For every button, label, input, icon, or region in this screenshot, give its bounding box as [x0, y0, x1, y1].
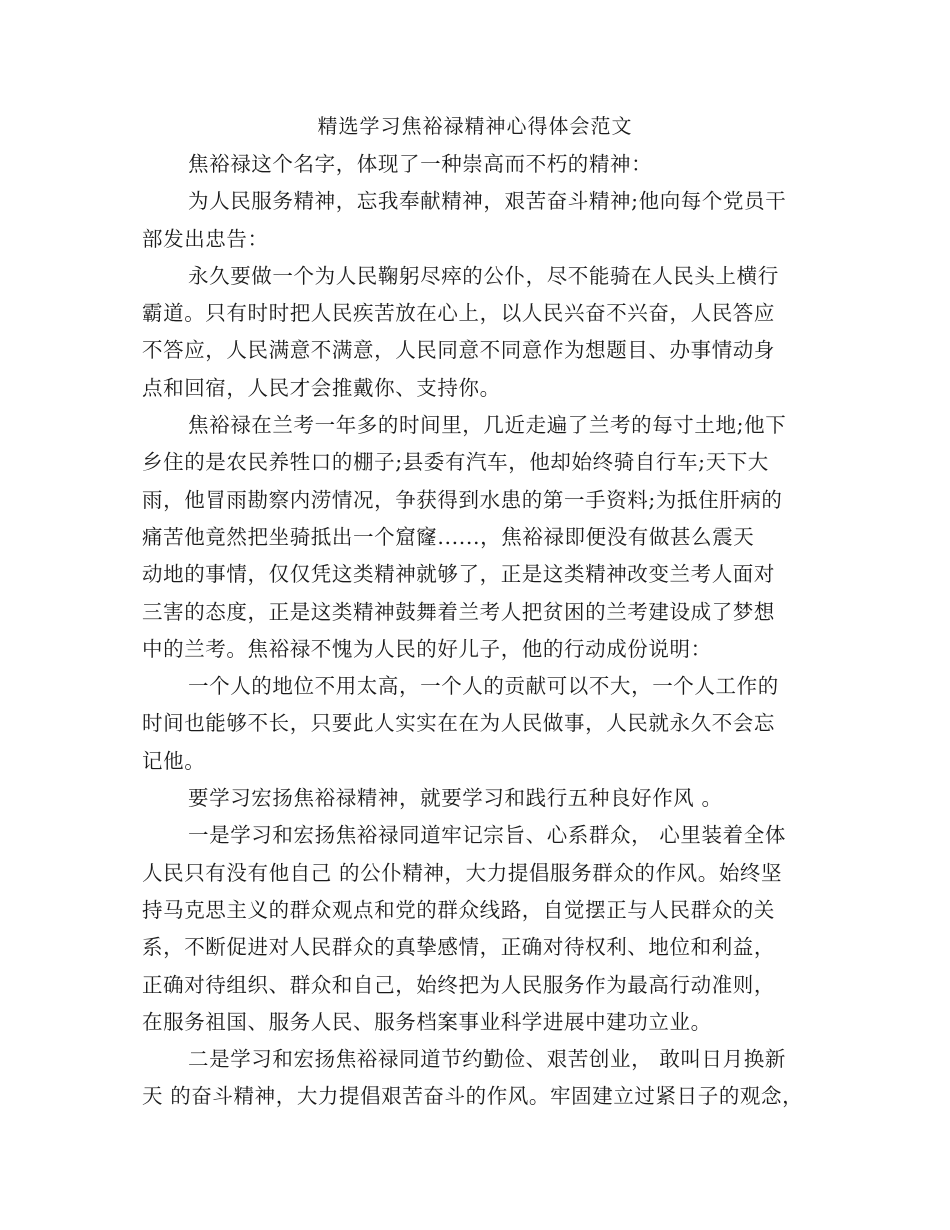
body-text-line: 一个人的地位不用太高，一个人的贡献可以不大，一个人工作的: [188, 674, 779, 699]
body-text-line: 焦裕禄这个名字，体现了一种崇高而不朽的精神：: [188, 152, 653, 176]
body-text-line: 二是学习和宏扬焦裕禄同道节约勤俭、艰苦创业， 敢叫日月换新: [188, 1047, 786, 1072]
body-text-line: 天 的奋斗精神，大力提倡艰苦奋斗的作风。牢固建立过紧日子的观念，: [142, 1084, 804, 1109]
body-text-line: 霸道。只有时时把人民疾苦放在心上，以人民兴奋不兴奋，人民答应: [142, 301, 775, 326]
body-text-line: 要学习宏扬焦裕禄精神，就要学习和践行五种良好作风 。: [188, 786, 723, 811]
body-text-line: 部发出忠告：: [142, 226, 269, 251]
document-body: [142, 146, 812, 1116]
body-text-line: 三害的态度，正是这类精神鼓舞着兰考人把贫困的兰考建设成了梦想: [142, 599, 775, 624]
body-text-line: 人民只有没有他自己 的公仆精神，大力提倡服务群众的作风。始终坚: [142, 860, 783, 885]
body-text-line: 持马克思主义的群众观点和党的群众线路，自觉摆正与人民群众的关: [142, 897, 775, 922]
body-text-line: 乡住的是农民养牲口的棚子;县委有汽车，他却始终骑自行车;天下大: [142, 450, 769, 475]
body-text-line: 为人民服务精神，忘我奉献精神，艰苦奋斗精神;他向每个党员干: [188, 189, 787, 214]
body-text-line: 一是学习和宏扬焦裕禄同道牢记宗旨、心系群众， 心里装着全体: [188, 823, 786, 848]
body-text-line: 焦裕禄在兰考一年多的时间里，几近走遍了兰考的每寸土地;他下: [188, 413, 787, 438]
document-title: 精选学习焦裕禄精神心得体会范文: [317, 114, 633, 138]
body-text-line: 系，不断促进对人民群众的真挚感情，正确对待权利、地位和利益，: [142, 935, 775, 960]
body-text-line: 不答应，人民满意不满意，人民同意不同意作为想题目、办事情动身: [142, 338, 775, 363]
body-text-line: 点和回宿，人民才会推戴你、支持你。: [142, 375, 501, 400]
body-text-line: 时间也能够不长，只要此人实实在在为人民做事，人民就永久不会忘: [142, 711, 775, 736]
body-text-line: 痛苦他竟然把坐骑抵出一个窟窿......，焦裕禄即便没有做甚么震天: [142, 524, 755, 549]
body-text-line: 记他。: [142, 748, 206, 773]
body-text-line: 雨，他冒雨勘察内涝情况，争获得到水患的第一手资料;为抵住肝病的: [142, 487, 783, 512]
body-text-line: 中的兰考。焦裕禄不愧为人民的好儿子，他的行动成份说明：: [142, 636, 712, 661]
body-text-line: 正确对待组织、群众和自己，始终把为人民服务作为最高行动准则，: [142, 972, 775, 997]
body-text-line: 在服务祖国、服务人民、服务档案事业科学进展中建功立业。: [142, 1009, 712, 1034]
body-text-line: 动地的事情，仅仅凭这类精神就够了，正是这类精神改变兰考人面对: [142, 562, 775, 587]
body-text-line: 永久要做一个为人民鞠躬尽瘁的公仆，尽不能骑在人民头上横行: [188, 263, 779, 288]
